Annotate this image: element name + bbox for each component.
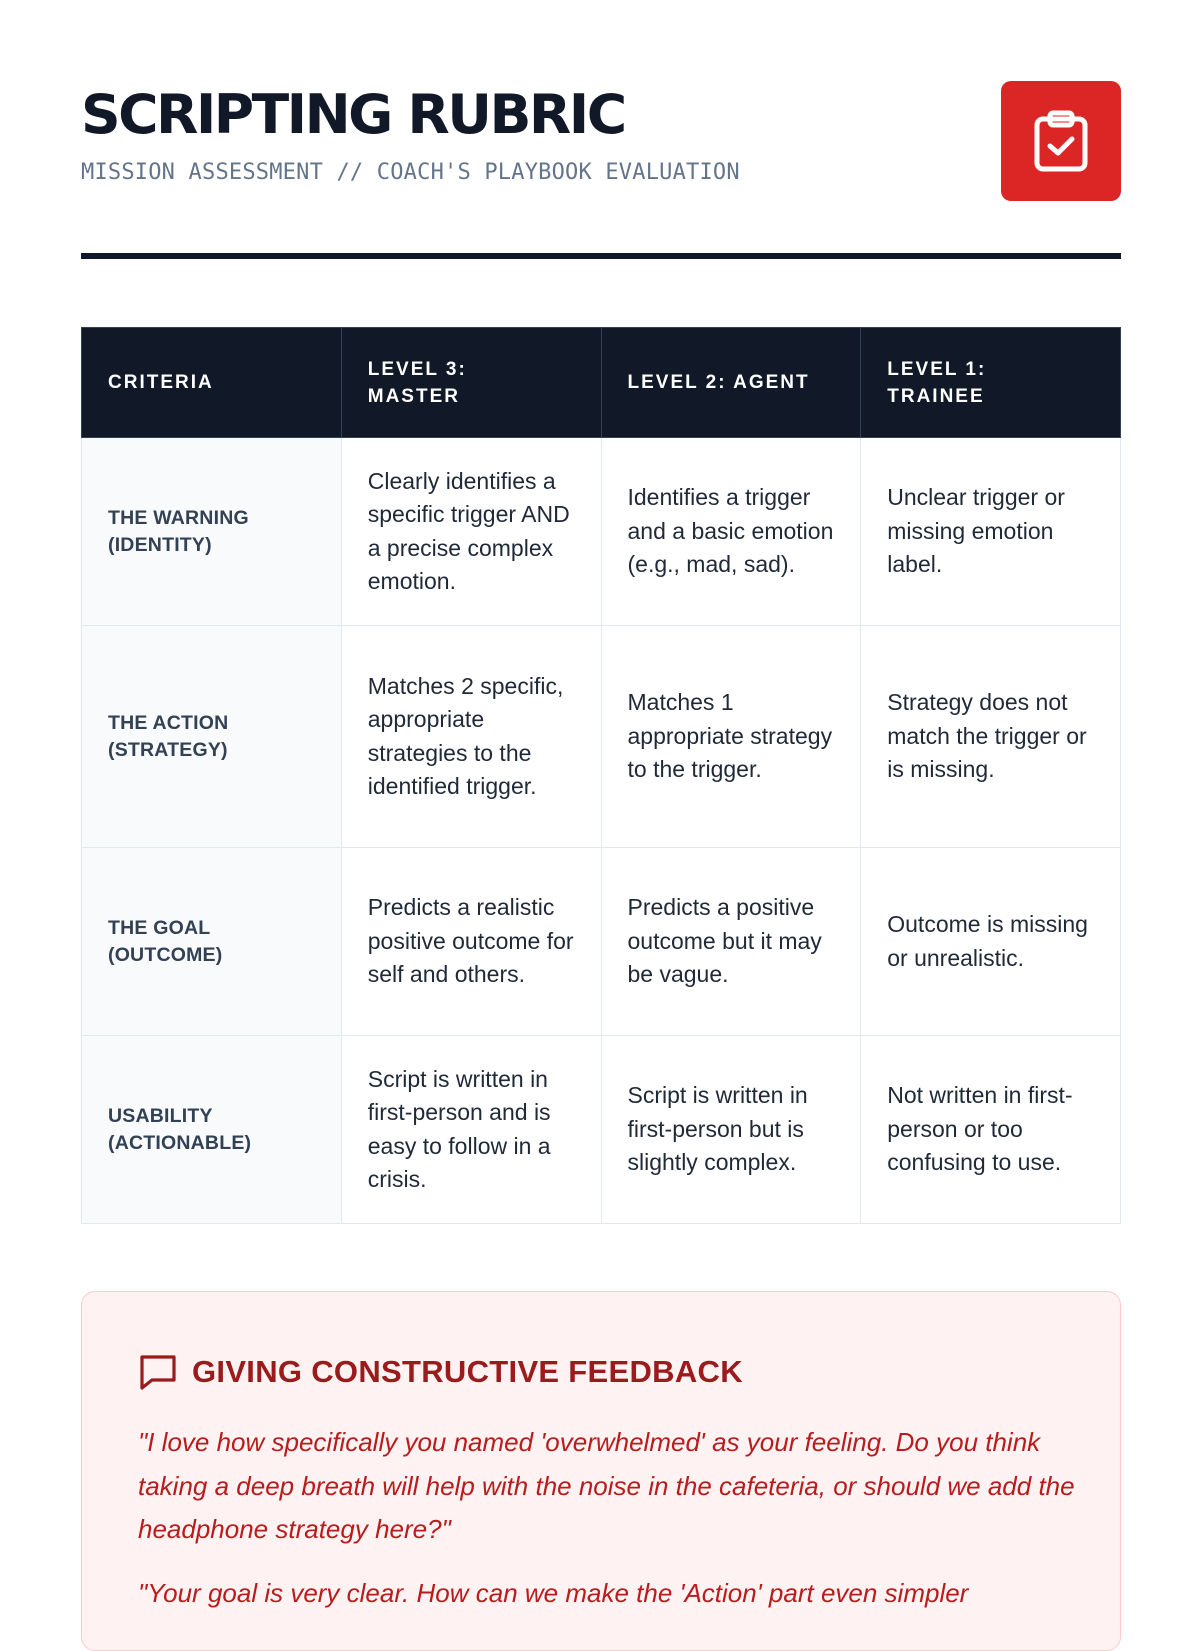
table-row xyxy=(82,1036,1121,1224)
criteria-cell xyxy=(82,438,342,626)
header-level-1 xyxy=(861,328,1121,438)
header-level-1-line1: LEVEL 1: xyxy=(887,358,987,380)
level-1-cell: Unclear trigger or missing emotion label. xyxy=(861,438,1121,626)
header-level-2: LEVEL 2: AGENT xyxy=(601,328,861,438)
criteria-qualifier: (STRATEGY) xyxy=(108,738,228,761)
header-criteria: CRITERIA xyxy=(82,328,342,438)
level-1-cell: Outcome is missing or unrealistic. xyxy=(861,848,1121,1036)
feedback-title: GIVING CONSTRUCTIVE FEEDBACK xyxy=(192,1354,743,1389)
table-row xyxy=(82,848,1121,1036)
header-level-3-line2: MASTER xyxy=(367,385,460,407)
table-row xyxy=(82,626,1121,848)
level-1-cell: Not written in first-person or too confusing to use. xyxy=(861,1036,1121,1224)
level-2-cell: Identifies a trigger and a basic emotion (e.g., mad, sad). xyxy=(601,438,861,626)
feedback-quote: "Your goal is very clear. How can we make the 'Action' part even simpler xyxy=(138,1578,969,1608)
header-level-1-line2: TRAINEE xyxy=(887,385,985,407)
feedback-card xyxy=(81,1291,1121,1651)
criteria-cell xyxy=(82,626,342,848)
page-title: SCRIPTING RUBRIC xyxy=(81,83,625,146)
criteria-name: THE WARNING xyxy=(108,506,249,529)
level-3-cell: Predicts a realistic positive outcome for self and others. xyxy=(341,848,601,1036)
header-level-3-line1: LEVEL 3: xyxy=(367,358,467,380)
criteria-qualifier: (ACTIONABLE) xyxy=(108,1131,252,1154)
level-2-cell: Matches 1 appropriate strategy to the trigger. xyxy=(601,626,861,848)
page-header xyxy=(81,0,1121,200)
rubric-table xyxy=(81,327,1121,1224)
level-2-cell: Predicts a positive outcome but it may be vague. xyxy=(601,848,861,1036)
feedback-quote: "I love how specifically you named 'overwhelmed' as your feeling. Do you think taking a deep breath will help with the noise in the cafeteria, or should we add the headphone strategy here?" xyxy=(138,1427,1075,1544)
header-divider xyxy=(81,253,1121,259)
criteria-name: USABILITY xyxy=(108,1104,213,1127)
chat-bubble-icon xyxy=(138,1352,178,1392)
criteria-qualifier: (OUTCOME) xyxy=(108,943,223,966)
clipboard-check-icon xyxy=(1033,110,1089,172)
clipboard-badge xyxy=(1001,81,1121,201)
page xyxy=(81,0,1121,1608)
criteria-name: THE ACTION xyxy=(108,711,229,734)
level-3-cell: Script is written in first-person and is easy to follow in a crisis. xyxy=(341,1036,601,1224)
header-level-3 xyxy=(341,328,601,438)
criteria-cell xyxy=(82,848,342,1036)
level-1-cell: Strategy does not match the trigger or is missing. xyxy=(861,626,1121,848)
level-3-cell: Matches 2 specific, appropriate strategies to the identified trigger. xyxy=(341,626,601,848)
page-subtitle: MISSION ASSESSMENT // COACH'S PLAYBOOK EVALUATION xyxy=(81,160,740,185)
feedback-header xyxy=(138,1352,743,1392)
table-row xyxy=(82,438,1121,626)
table-header-row xyxy=(82,328,1121,438)
level-2-cell: Script is written in first-person but is slightly complex. xyxy=(601,1036,861,1224)
criteria-qualifier: (IDENTITY) xyxy=(108,533,212,556)
criteria-name: THE GOAL xyxy=(108,916,211,939)
level-3-cell: Clearly identifies a specific trigger AND a precise complex emotion. xyxy=(341,438,601,626)
criteria-cell xyxy=(82,1036,342,1224)
